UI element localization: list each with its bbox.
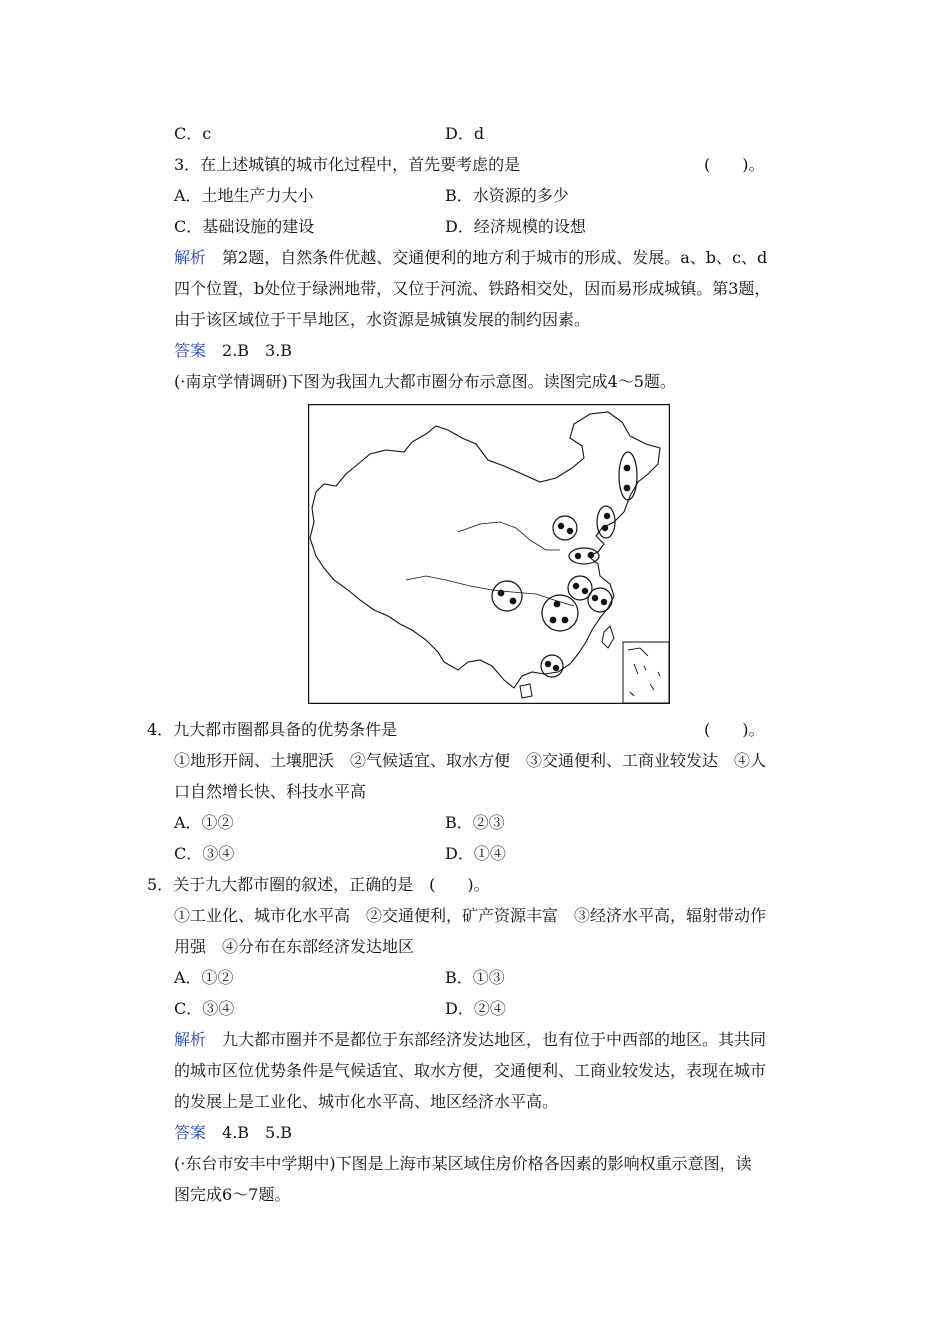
- q5-stem: 5．关于九大都市圈的叙述，正确的是 ( )。: [147, 875, 490, 894]
- analysis-label: 解析: [174, 248, 207, 267]
- analysis-2-line-3: 的发展上是工业化、城市化水平高、地区经济水平高。: [174, 1092, 559, 1111]
- q5-option-d: D．②④: [445, 999, 506, 1018]
- south-china-sea-inset: [623, 642, 669, 703]
- q3-option-a: A．土地生产力大小: [174, 186, 314, 205]
- intro-3-line-2: 图完成6～7题。: [174, 1185, 291, 1204]
- analysis-text: 第2题，自然条件优越、交通便利的地方利于城市的形成、发展。a、b、c、d: [206, 248, 768, 267]
- analysis-label: 解析: [174, 1030, 207, 1049]
- q5-option-b: B．①③: [445, 968, 505, 987]
- answer-label: 答案: [174, 1123, 207, 1142]
- q4-bracket: ( )。: [704, 720, 765, 739]
- q5-option-a: A．①②: [174, 968, 234, 987]
- q4-option-d: D．①④: [445, 844, 506, 863]
- q5-items-line-1: ①工业化、城市化水平高 ②交通便利，矿产资源丰富 ③经济水平高，辐射带动作: [174, 906, 767, 925]
- q4-option-b: B．②③: [445, 813, 505, 832]
- answer-2: [174, 1123, 292, 1143]
- answer-1: [174, 341, 292, 361]
- q4-option-c: C．③④: [174, 844, 235, 863]
- q5-items-line-2: 用强 ④分布在东部经济发达地区: [174, 937, 415, 956]
- q2-option-c: C．c: [174, 124, 212, 143]
- analysis-text: 九大都市圈并不是都位于东部经济发达地区，也有位于中西部的地区。其共同: [206, 1030, 767, 1049]
- answer-label: 答案: [174, 341, 207, 360]
- q5-option-c: C．③④: [174, 999, 235, 1018]
- q3-option-b: B．水资源的多少: [445, 186, 569, 205]
- analysis-1-line-3: 由于该区域位于干旱地区，水资源是城镇发展的制约因素。: [174, 310, 591, 329]
- q3-option-c: C．基础设施的建设: [174, 217, 315, 236]
- q4-option-a: A．①②: [174, 813, 234, 832]
- intro-3-line-1: (·东台市安丰中学期中)下图是上海市某区域住房价格各因素的影响权重示意图，读: [174, 1154, 752, 1173]
- q3-option-d: D．经济规模的设想: [445, 217, 586, 236]
- china-metro-map: [308, 404, 670, 704]
- q2-option-d: D．d: [445, 124, 485, 143]
- answer-text: 4.B 5.B: [206, 1123, 293, 1142]
- q3-bracket: ( )。: [704, 155, 765, 174]
- answer-text: 2.B 3.B: [206, 341, 293, 360]
- intro-2: (·南京学情调研)下图为我国九大都市圈分布示意图。读图完成4～5题。: [174, 372, 676, 391]
- map-frame: [309, 405, 670, 704]
- q4-items-line-2: 口自然增长快、科技水平高: [174, 782, 367, 801]
- q3-stem: 3．在上述城镇的城市化过程中，首先要考虑的是: [174, 155, 521, 174]
- analysis-1-line-2: 四个位置，b处位于绿洲地带，又位于河流、铁路相交处，因而易形成城镇。第3题，: [174, 279, 771, 298]
- analysis-2-line-1: [174, 1030, 766, 1050]
- q4-items-line-1: ①地形开阔、土壤肥沃 ②气候适宜、取水方便 ③交通便利、工商业较发达 ④人: [174, 751, 767, 770]
- analysis-2-line-2: 的城市区位优势条件是气候适宜、取水方便，交通便利、工商业较发达，表现在城市: [174, 1061, 767, 1080]
- analysis-1-line-1: [174, 248, 767, 268]
- q4-stem: 4．九大都市圈都具备的优势条件是: [147, 720, 398, 739]
